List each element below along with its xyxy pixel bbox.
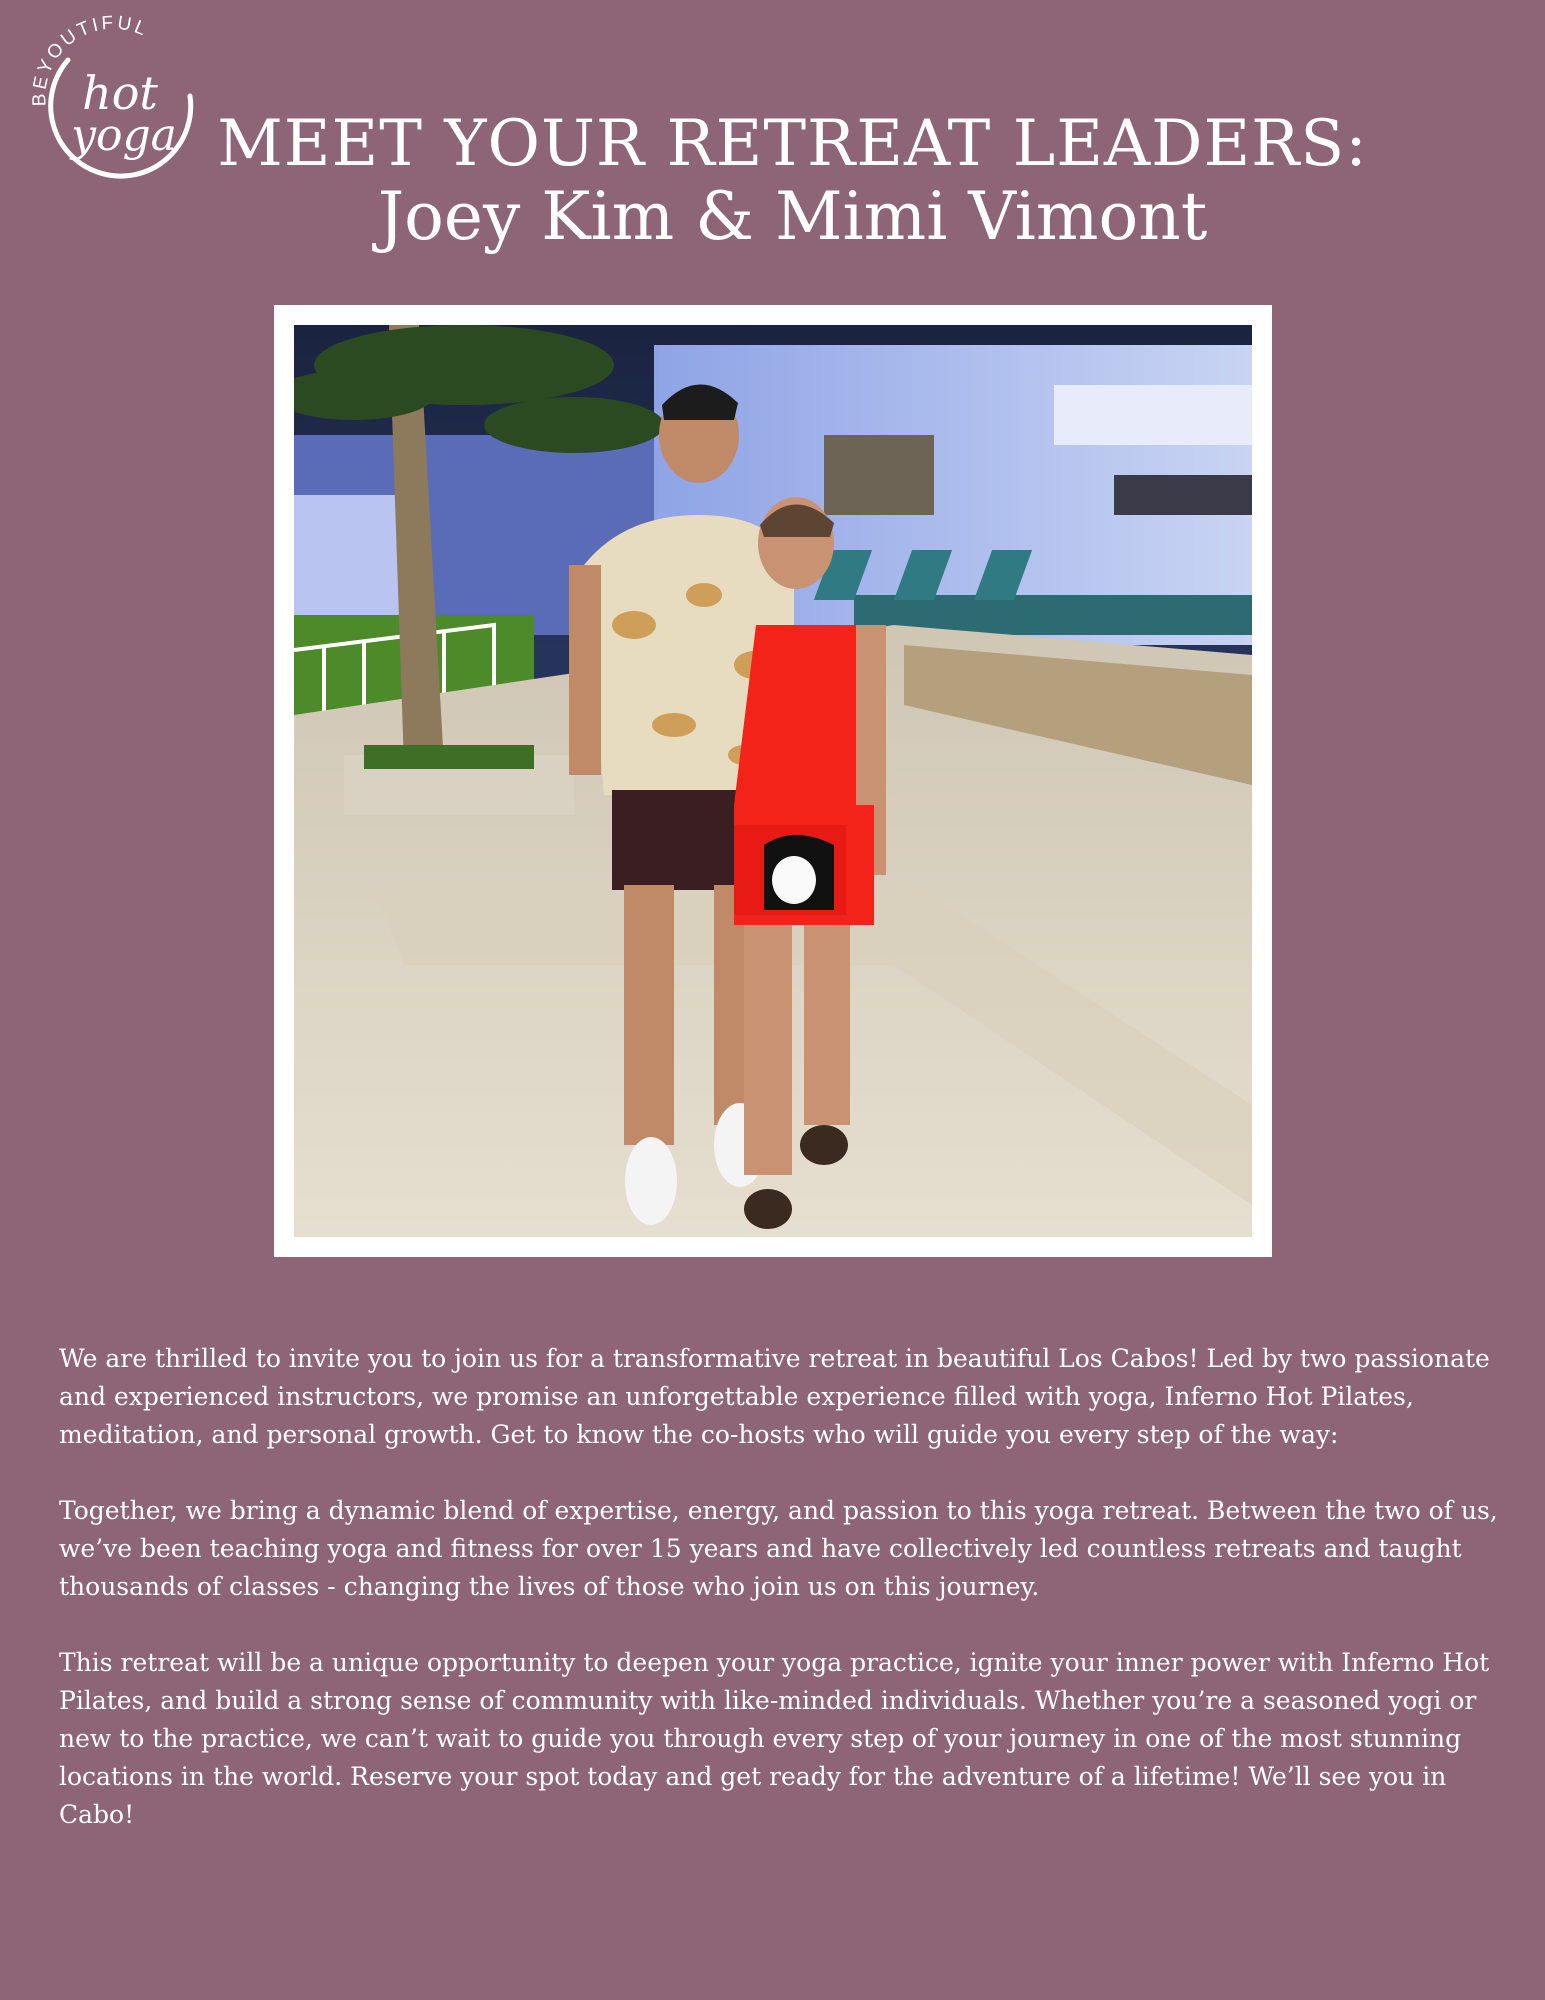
photo-frame <box>274 305 1272 1257</box>
page-subtitle: Joey Kim & Mimi Vimont <box>377 178 1208 255</box>
intro-paragraph: We are thrilled to invite you to join us for a transformative retreat in beautiful Los Cabos! Led by two passionate and experienced instructors, we promise an unforgettable experience filled with yoga, Inferno Hot Pilates, meditation, and personal growth. Get to know the co-hosts who will guide you every step of the way: <box>59 1344 1490 1449</box>
page-title: MEET YOUR RETREAT LEADERS: <box>217 107 1368 181</box>
page-header <box>0 108 1545 254</box>
invitation-paragraph: This retreat will be a unique opportunity to deepen your yoga practice, ignite your inner power with Inferno Hot Pilates, and build a strong sense of community with like-minded individuals. Whether you’re a seasoned yogi or new to the practice, we can’t wait to guide you through every step of your journey in one of the most stunning locations in the world. Reserve your spot today and get ready for the adventure of a lifetime! We’ll see you in Cabo! <box>59 1648 1490 1829</box>
leaders-photo <box>294 325 1252 1237</box>
logo-yoga-text: yoga <box>71 110 177 161</box>
logo-hot-text: hot <box>82 66 158 120</box>
logo-arc-text: BEYOUTIFUL <box>29 14 152 107</box>
experience-paragraph: Together, we bring a dynamic blend of expertise, energy, and passion to this yoga retreat. Between the two of us, we’ve been teaching yoga and fitness for over 15 years and have collectively led countless retreats and taught thousands of classes - changing the lives of those who join us on this journey. <box>59 1496 1498 1601</box>
body-text <box>59 1340 1499 1872</box>
